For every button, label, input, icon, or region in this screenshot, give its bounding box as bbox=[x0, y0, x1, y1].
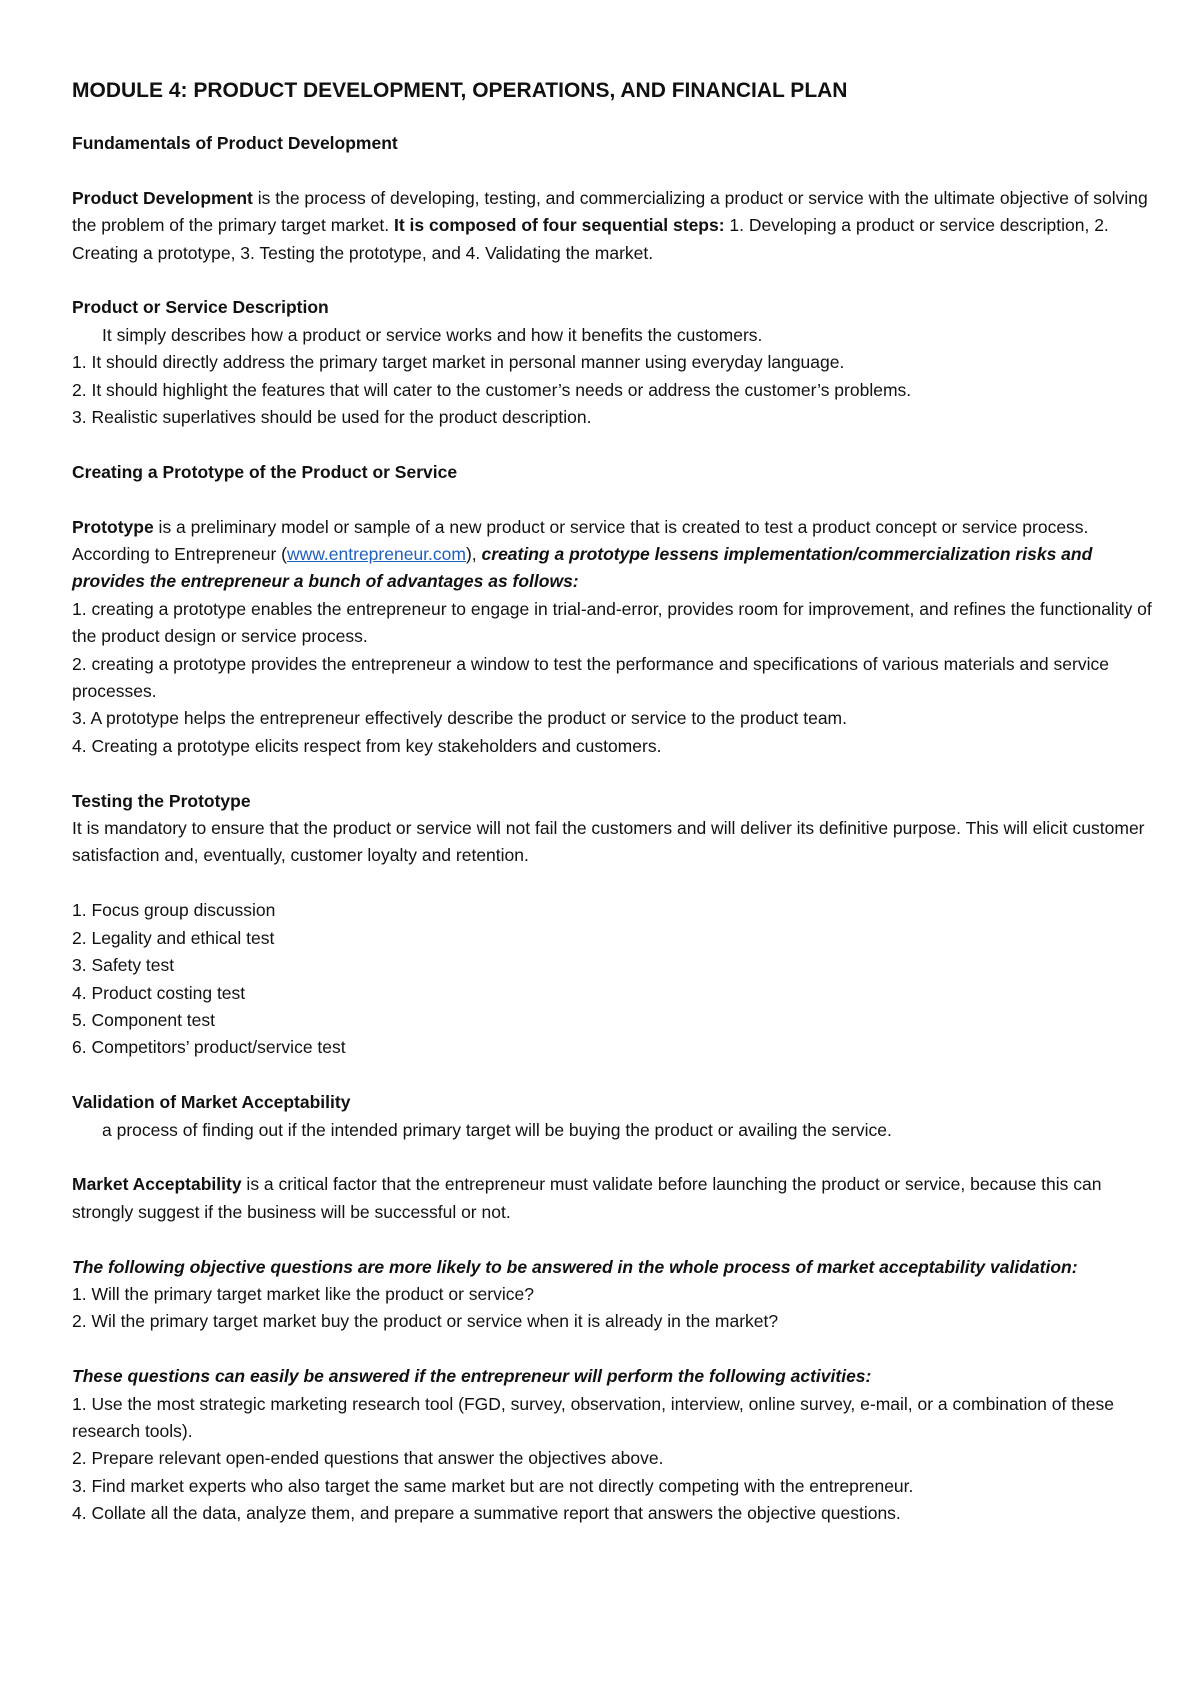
market-acceptability-paragraph: Market Acceptability is a critical factor that the entrepreneur must validate before launching the product or service, because this can strongly suggest if the business will be successful or not. bbox=[72, 1174, 1102, 1222]
list-item: 1. Use the most strategic marketing research tool (FGD, survey, observation, interview, online survey, e-mail, or a combination of these research tools). bbox=[72, 1393, 1115, 1441]
list-item: 6. Competitors’ product/service test bbox=[72, 1037, 346, 1058]
document-page bbox=[72, 70, 1152, 1528]
prototype-definition: Prototype is a preliminary model or sample of a new product or service that is created to test a product concept or service process. bbox=[72, 516, 1089, 537]
testing-paragraph: It is mandatory to ensure that the product or service will not fail the customers and will deliver its definitive purpose. This will elicit customer satisfaction and, eventually, customer loyalty and retention. bbox=[72, 818, 1145, 866]
list-item: 3. Find market experts who also target the same market but are not directly competing with the entrepreneur. bbox=[72, 1475, 914, 1496]
list-item: 3. Realistic superlatives should be used for the product description. bbox=[72, 407, 592, 428]
section-heading-prototype: Creating a Prototype of the Product or Service bbox=[72, 461, 458, 482]
according-paragraph: According to Entrepreneur (www.entrepreneur.com), creating a prototype lessens implementation/commercialization risks and provides the entrepreneur a bunch of advantages as follows: bbox=[72, 544, 1093, 592]
section-heading-validation: Validation of Market Acceptability bbox=[72, 1092, 351, 1113]
list-item: 1. Will the primary target market like the product or service? bbox=[72, 1283, 534, 1304]
steps-label: It is composed of four sequential steps: bbox=[393, 215, 725, 236]
list-item: 1. Focus group discussion bbox=[72, 900, 276, 921]
list-item: 2. creating a prototype provides the entrepreneur a window to test the performance and specifications of various materials and service processes. bbox=[72, 653, 1109, 702]
term-prototype: Prototype bbox=[72, 516, 154, 537]
product-development-paragraph: Product Development is the process of developing, testing, and commercializing a product or service with the ultimate objective of solving the problem of the primary target market. It is composed of four sequential steps: 1. Developing a product or service description, 2. Creating a prototype, 3. Testing the prototype, and 4. Validating the market. bbox=[72, 187, 1148, 263]
section-heading-description: Product or Service Description bbox=[72, 297, 329, 318]
list-item: 4. Product costing test bbox=[72, 982, 246, 1003]
list-item: 2. Legality and ethical test bbox=[72, 927, 275, 948]
description-intro: It simply describes how a product or service works and how it benefits the customers. bbox=[102, 324, 763, 345]
questions-heading: The following objective questions are more likely to be answered in the whole process of market acceptability validation: bbox=[72, 1256, 1078, 1277]
term-market-acceptability: Market Acceptability bbox=[72, 1174, 242, 1195]
entrepreneur-link[interactable]: www.entrepreneur.com bbox=[286, 544, 466, 565]
list-item: 2. It should highlight the features that will cater to the customer’s needs or address the customer’s problems. bbox=[72, 379, 912, 400]
activities-heading: These questions can easily be answered if the entrepreneur will perform the following activities: bbox=[72, 1366, 872, 1387]
list-item: 5. Component test bbox=[72, 1009, 215, 1030]
term-product-development: Product Development bbox=[72, 187, 253, 208]
list-item: 4. Collate all the data, analyze them, and prepare a summative report that answers the objective questions. bbox=[72, 1503, 901, 1524]
validation-intro: a process of finding out if the intended primary target will be buying the product or availing the service. bbox=[102, 1119, 892, 1140]
list-item: 1. creating a prototype enables the entrepreneur to engage in trial-and-error, provides room for improvement, and refines the functionality of the product design or service process. bbox=[72, 598, 1152, 647]
list-item: 4. Creating a prototype elicits respect from key stakeholders and customers. bbox=[72, 735, 662, 756]
section-heading-testing: Testing the Prototype bbox=[72, 790, 251, 811]
list-item: 1. It should directly address the primary target market in personal manner using everyday language. bbox=[72, 352, 845, 373]
list-item: 3. Safety test bbox=[72, 955, 175, 976]
section-heading-fundamentals: Fundamentals of Product Development bbox=[72, 133, 398, 153]
list-item: 2. Wil the primary target market buy the product or service when it is already in the market? bbox=[72, 1311, 779, 1332]
list-item: 3. A prototype helps the entrepreneur effectively describe the product or service to the product team. bbox=[72, 708, 847, 729]
list-item: 2. Prepare relevant open-ended questions that answer the objectives above. bbox=[72, 1448, 664, 1469]
page-title: MODULE 4: PRODUCT DEVELOPMENT, OPERATIONS, AND FINANCIAL PLAN bbox=[72, 79, 848, 102]
